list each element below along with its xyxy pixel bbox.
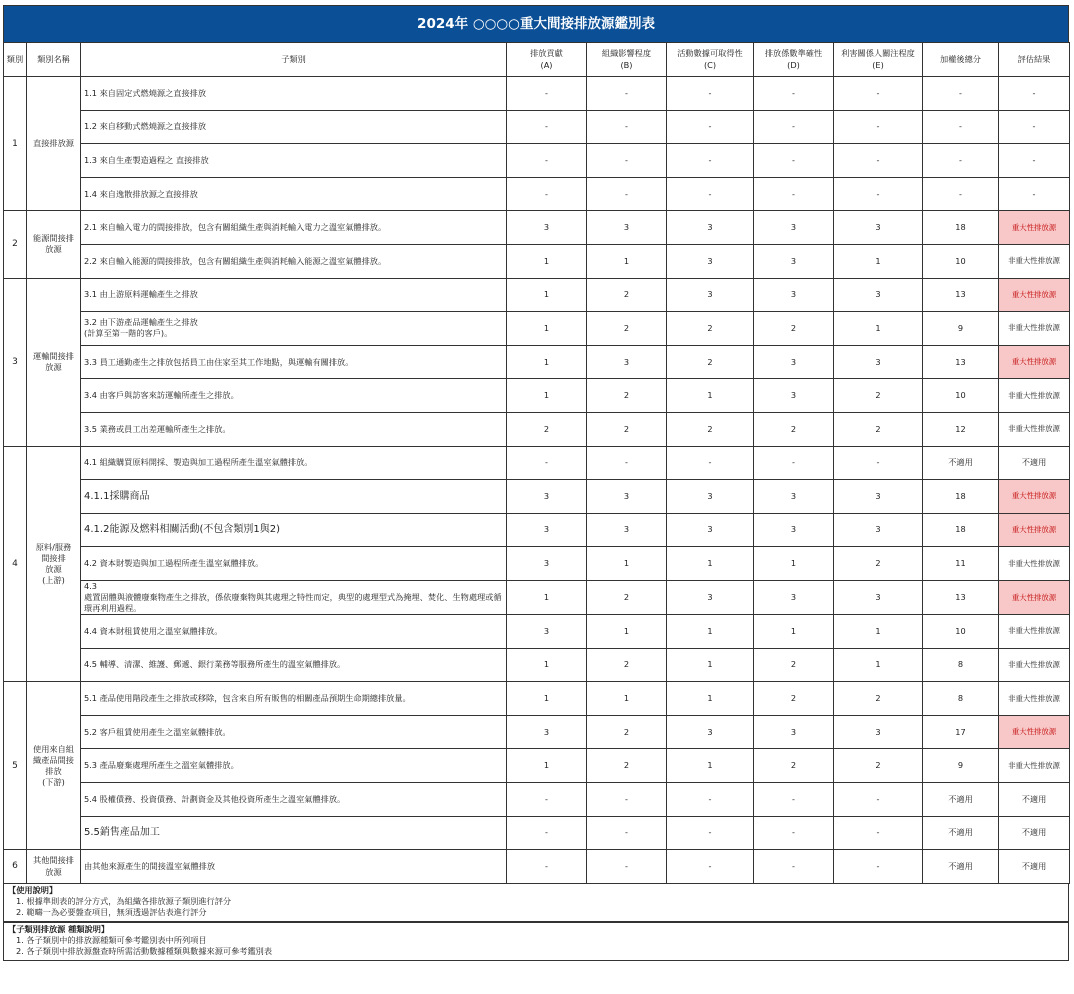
score-cell-b: 2 bbox=[587, 379, 667, 413]
score-cell-b: 1 bbox=[587, 682, 667, 716]
score-cell-d: - bbox=[754, 783, 834, 817]
score-cell-d: - bbox=[754, 177, 834, 211]
score-cell-score: 18 bbox=[923, 513, 999, 547]
score-cell-e: - bbox=[834, 783, 923, 817]
score-cell-c: 1 bbox=[667, 615, 754, 649]
subcategory-text: 4.1.1採購商品 bbox=[84, 490, 150, 502]
score-cell-score: 不適用 bbox=[923, 446, 999, 480]
score-cell-b: 3 bbox=[587, 345, 667, 379]
category-name-line: 使用來自組 bbox=[33, 743, 74, 754]
category-name-line: 原料/服務 bbox=[35, 541, 72, 552]
header-d bbox=[754, 43, 834, 77]
score-cell-b: 1 bbox=[587, 547, 667, 581]
score-cell-d: 3 bbox=[754, 211, 834, 245]
header-score: 加權後總分 bbox=[923, 43, 999, 77]
result-significant: 重大性排放源 bbox=[999, 715, 1070, 749]
score-cell-d: - bbox=[754, 77, 834, 111]
score-cell-d: 2 bbox=[754, 682, 834, 716]
score-cell-d: 2 bbox=[754, 749, 834, 783]
score-cell-c: - bbox=[667, 783, 754, 817]
subcategory-cell bbox=[81, 783, 507, 817]
score-cell-c: 2 bbox=[667, 312, 754, 346]
score-cell-a: 3 bbox=[507, 547, 587, 581]
category-name: 運輸間接排放源 bbox=[27, 278, 81, 446]
subcategory-text: 1.4 來自逸散排放源之直接排放 bbox=[84, 188, 198, 199]
score-cell-c: 3 bbox=[667, 580, 754, 614]
score-cell-a: 3 bbox=[507, 715, 587, 749]
result-cell: - bbox=[999, 110, 1070, 144]
score-cell-e: 3 bbox=[834, 480, 923, 514]
score-cell-b: 3 bbox=[587, 211, 667, 245]
score-cell-b: 2 bbox=[587, 312, 667, 346]
subcategory-text: 5.5銷售產品加工 bbox=[84, 827, 160, 839]
subcategory-text: 2.2 來自輸入能源的間接排放，包含有關組織生產與消耗輸入能源之溫室氣體排放。 bbox=[84, 255, 387, 266]
subcategory-cell bbox=[81, 144, 507, 178]
score-cell-a: 2 bbox=[507, 412, 587, 446]
subcategory-text: 4.1 組織購買原料開採、製造與加工過程所產生溫室氣體排放。 bbox=[84, 457, 313, 468]
subcategory-text: 1.1 來自固定式燃燒源之直接排放 bbox=[84, 87, 207, 98]
result-cell: 非重大性排放源 bbox=[999, 682, 1070, 716]
table-row bbox=[4, 211, 1070, 245]
usage-notes-heading: 【使用說明】 bbox=[8, 884, 58, 895]
score-cell-d: 3 bbox=[754, 244, 834, 278]
score-cell-score: 10 bbox=[923, 244, 999, 278]
score-cell-a: - bbox=[507, 783, 587, 817]
score-cell-a: 3 bbox=[507, 513, 587, 547]
score-cell-a: - bbox=[507, 77, 587, 111]
score-cell-d: 2 bbox=[754, 412, 834, 446]
usage-notes bbox=[3, 884, 1069, 922]
score-cell-score: 13 bbox=[923, 580, 999, 614]
result-cell: 不適用 bbox=[999, 446, 1070, 480]
score-cell-d: 1 bbox=[754, 547, 834, 581]
result-significant: 重大性排放源 bbox=[999, 480, 1070, 514]
score-cell-score: 13 bbox=[923, 278, 999, 312]
header-d-code: (D) bbox=[787, 59, 800, 70]
category-number: 6 bbox=[4, 850, 27, 884]
usage-note-item: 1. 根據準則表的評分方式，為組織各排放源子類別進行評分 bbox=[16, 895, 232, 906]
score-cell-c: 3 bbox=[667, 244, 754, 278]
result-significant: 重大性排放源 bbox=[999, 513, 1070, 547]
result-significant: 重大性排放源 bbox=[999, 580, 1070, 614]
table-row bbox=[4, 682, 1070, 716]
score-cell-e: 3 bbox=[834, 211, 923, 245]
subcategory-text: 4.2 資本財製造與加工過程所產生溫室氣體排放。 bbox=[84, 558, 264, 569]
score-cell-c: 1 bbox=[667, 749, 754, 783]
subcategory-text: 3.1 由上游原料運輸產生之排放 bbox=[84, 289, 198, 300]
score-cell-e: 3 bbox=[834, 345, 923, 379]
header-e-code: (E) bbox=[872, 59, 884, 70]
score-cell-b: - bbox=[587, 816, 667, 850]
table-row bbox=[4, 648, 1070, 682]
score-cell-a: 1 bbox=[507, 312, 587, 346]
table-row bbox=[4, 749, 1070, 783]
score-cell-b: 3 bbox=[587, 480, 667, 514]
table-row bbox=[4, 77, 1070, 111]
score-cell-b: - bbox=[587, 850, 667, 884]
subcategory-text-continued: 處置固體與液體廢棄物產生之排放，係依廢棄物與其處理之特性而定，典型的處理型式為掩埋、焚化、生物處理或循環再利用過程。 bbox=[84, 591, 502, 614]
table-row bbox=[4, 312, 1070, 346]
score-cell-a: - bbox=[507, 816, 587, 850]
result-cell: 非重大性排放源 bbox=[999, 648, 1070, 682]
score-cell-a: 3 bbox=[507, 211, 587, 245]
score-cell-a: 1 bbox=[507, 648, 587, 682]
score-cell-e: - bbox=[834, 850, 923, 884]
subcategory-cell bbox=[81, 177, 507, 211]
score-cell-d: - bbox=[754, 816, 834, 850]
table-row bbox=[4, 345, 1070, 379]
score-cell-a: - bbox=[507, 144, 587, 178]
score-cell-score: 10 bbox=[923, 379, 999, 413]
score-cell-e: 1 bbox=[834, 615, 923, 649]
header-e-label: 利害關係人關注程度 bbox=[841, 48, 915, 59]
category-name-line: (下游) bbox=[42, 776, 65, 787]
table-row bbox=[4, 615, 1070, 649]
table-row bbox=[4, 480, 1070, 514]
score-cell-c: 3 bbox=[667, 211, 754, 245]
score-cell-c: 3 bbox=[667, 278, 754, 312]
subcategory-text: 4.4 資本財租賃使用之溫室氣體排放。 bbox=[84, 625, 223, 636]
score-cell-d: 3 bbox=[754, 278, 834, 312]
table-row bbox=[4, 816, 1070, 850]
category-name-line: 放源 bbox=[45, 563, 62, 574]
subcategory-cell bbox=[81, 312, 507, 346]
score-cell-score: 18 bbox=[923, 211, 999, 245]
score-cell-e: - bbox=[834, 177, 923, 211]
score-cell-a: 1 bbox=[507, 244, 587, 278]
score-cell-c: 2 bbox=[667, 412, 754, 446]
subcategory-cell bbox=[81, 850, 507, 884]
score-cell-d: 2 bbox=[754, 312, 834, 346]
score-cell-d: - bbox=[754, 446, 834, 480]
category-number: 2 bbox=[4, 211, 27, 278]
header-b-code: (B) bbox=[620, 59, 633, 70]
score-cell-c: - bbox=[667, 177, 754, 211]
score-cell-a: 1 bbox=[507, 682, 587, 716]
score-cell-score: 不適用 bbox=[923, 783, 999, 817]
table-row bbox=[4, 715, 1070, 749]
table-row bbox=[4, 379, 1070, 413]
score-cell-b: - bbox=[587, 783, 667, 817]
score-cell-e: 3 bbox=[834, 513, 923, 547]
table-row bbox=[4, 412, 1070, 446]
score-cell-c: 3 bbox=[667, 715, 754, 749]
score-cell-b: 1 bbox=[587, 615, 667, 649]
result-cell: 非重大性排放源 bbox=[999, 615, 1070, 649]
score-cell-b: 2 bbox=[587, 580, 667, 614]
score-cell-c: - bbox=[667, 110, 754, 144]
result-cell: 非重大性排放源 bbox=[999, 412, 1070, 446]
category-name bbox=[27, 446, 81, 682]
table-row bbox=[4, 110, 1070, 144]
subcategory-cell bbox=[81, 715, 507, 749]
subcategory-cell bbox=[81, 513, 507, 547]
score-cell-d: 3 bbox=[754, 480, 834, 514]
score-cell-e: - bbox=[834, 144, 923, 178]
score-cell-e: 1 bbox=[834, 244, 923, 278]
score-cell-score: 9 bbox=[923, 312, 999, 346]
result-significant: 重大性排放源 bbox=[999, 345, 1070, 379]
result-cell: 不適用 bbox=[999, 816, 1070, 850]
score-cell-d: 3 bbox=[754, 345, 834, 379]
score-cell-c: - bbox=[667, 816, 754, 850]
subcategory-cell bbox=[81, 446, 507, 480]
score-cell-c: 2 bbox=[667, 345, 754, 379]
result-cell: 非重大性排放源 bbox=[999, 547, 1070, 581]
table-body bbox=[4, 77, 1070, 884]
subcategory-cell bbox=[81, 816, 507, 850]
category-name: 其他間接排放源 bbox=[27, 850, 81, 884]
result-cell: 不適用 bbox=[999, 783, 1070, 817]
category-name: 能源間接排放源 bbox=[27, 211, 81, 278]
table-row bbox=[4, 177, 1070, 211]
subcategory-cell bbox=[81, 278, 507, 312]
result-cell: 非重大性排放源 bbox=[999, 749, 1070, 783]
score-cell-e: 3 bbox=[834, 715, 923, 749]
score-cell-e: 3 bbox=[834, 278, 923, 312]
category-name-line: 織產品間接 bbox=[33, 754, 74, 765]
identification-sheet bbox=[3, 5, 1069, 961]
table-row bbox=[4, 783, 1070, 817]
type-note-item: 1. 各子類別中的排放源種類可參考鑑別表中所列項目 bbox=[16, 935, 207, 946]
score-cell-e: 2 bbox=[834, 749, 923, 783]
header-a-code: (A) bbox=[540, 59, 553, 70]
header-result: 評估結果 bbox=[999, 43, 1070, 77]
table-row bbox=[4, 144, 1070, 178]
type-notes-heading: 【子類別排放源 種類說明】 bbox=[8, 924, 110, 935]
result-cell: 不適用 bbox=[999, 850, 1070, 884]
category-name: 直接排放源 bbox=[27, 77, 81, 211]
score-cell-d: 3 bbox=[754, 580, 834, 614]
score-cell-e: 3 bbox=[834, 580, 923, 614]
category-name-line: (上游) bbox=[42, 574, 65, 585]
score-cell-d: 1 bbox=[754, 615, 834, 649]
header-row bbox=[4, 43, 1070, 77]
score-cell-b: 1 bbox=[587, 244, 667, 278]
category-number: 1 bbox=[4, 77, 27, 211]
score-cell-b: 2 bbox=[587, 715, 667, 749]
score-cell-d: - bbox=[754, 110, 834, 144]
table-row bbox=[4, 446, 1070, 480]
subcategory-text: 4.3 bbox=[84, 580, 98, 591]
score-cell-score: 8 bbox=[923, 648, 999, 682]
score-cell-d: - bbox=[754, 850, 834, 884]
header-cat-name: 類別名稱 bbox=[27, 43, 81, 77]
score-cell-c: 1 bbox=[667, 682, 754, 716]
score-cell-c: - bbox=[667, 850, 754, 884]
subcategory-cell bbox=[81, 682, 507, 716]
header-b bbox=[587, 43, 667, 77]
header-cat-no: 類別 bbox=[4, 43, 27, 77]
score-cell-a: - bbox=[507, 446, 587, 480]
score-cell-score: 9 bbox=[923, 749, 999, 783]
subcategory-text: 5.3 產品廢棄處理所產生之溫室氣體排放。 bbox=[84, 760, 239, 771]
result-cell: 非重大性排放源 bbox=[999, 244, 1070, 278]
table-row bbox=[4, 850, 1070, 884]
type-notes bbox=[3, 922, 1069, 961]
subcategory-text-continued: (計算至第一階的客戶)。 bbox=[84, 328, 173, 339]
category-name-line: 間接排 bbox=[41, 552, 66, 563]
score-cell-score: - bbox=[923, 177, 999, 211]
subcategory-cell bbox=[81, 648, 507, 682]
score-cell-e: 1 bbox=[834, 312, 923, 346]
subcategory-text: 5.1 產品使用階段產生之排放或移除，包含來自所有販售的相關產品預期生命期總排放量。 bbox=[84, 693, 411, 704]
subcategory-text: 5.4 股權債務、投資債務、計劃資金及其他投資所產生之溫室氣體排放。 bbox=[84, 793, 346, 804]
category-number: 3 bbox=[4, 278, 27, 446]
score-cell-e: 2 bbox=[834, 412, 923, 446]
score-cell-score: 13 bbox=[923, 345, 999, 379]
score-cell-score: - bbox=[923, 110, 999, 144]
score-cell-b: - bbox=[587, 110, 667, 144]
result-cell: - bbox=[999, 144, 1070, 178]
score-cell-e: 1 bbox=[834, 648, 923, 682]
score-cell-b: - bbox=[587, 144, 667, 178]
usage-note-item: 2. 範疇一為必要盤查項目，無須透過評估表進行評分 bbox=[16, 906, 207, 917]
table-row bbox=[4, 547, 1070, 581]
table-row bbox=[4, 244, 1070, 278]
score-cell-c: 1 bbox=[667, 379, 754, 413]
subcategory-text: 3.2 由下游產品運輸產生之排放 bbox=[84, 317, 198, 328]
score-cell-b: 2 bbox=[587, 749, 667, 783]
score-cell-e: 2 bbox=[834, 379, 923, 413]
score-cell-a: 1 bbox=[507, 580, 587, 614]
subcategory-cell bbox=[81, 244, 507, 278]
score-cell-d: - bbox=[754, 144, 834, 178]
header-c-label: 活動數據可取得性 bbox=[677, 48, 743, 59]
score-cell-a: 1 bbox=[507, 379, 587, 413]
score-cell-score: - bbox=[923, 144, 999, 178]
header-d-label: 排放係數準確性 bbox=[764, 48, 823, 59]
subcategory-cell bbox=[81, 580, 507, 614]
score-cell-e: 2 bbox=[834, 682, 923, 716]
header-a bbox=[507, 43, 587, 77]
score-cell-score: 12 bbox=[923, 412, 999, 446]
score-cell-d: 3 bbox=[754, 715, 834, 749]
result-cell: - bbox=[999, 77, 1070, 111]
score-cell-score: 不適用 bbox=[923, 816, 999, 850]
result-cell: 非重大性排放源 bbox=[999, 379, 1070, 413]
score-cell-b: 2 bbox=[587, 412, 667, 446]
score-cell-b: - bbox=[587, 77, 667, 111]
score-cell-score: 10 bbox=[923, 615, 999, 649]
score-cell-a: 3 bbox=[507, 615, 587, 649]
header-a-label: 排放貢獻 bbox=[530, 48, 563, 59]
score-cell-b: - bbox=[587, 446, 667, 480]
header-c-code: (C) bbox=[703, 59, 717, 70]
subcategory-cell bbox=[81, 77, 507, 111]
score-cell-a: 1 bbox=[507, 278, 587, 312]
subcategory-text: 1.2 來自移動式燃燒源之直接排放 bbox=[84, 121, 207, 132]
score-cell-d: 3 bbox=[754, 513, 834, 547]
subcategory-cell bbox=[81, 379, 507, 413]
header-b-label: 組織影響程度 bbox=[601, 48, 652, 59]
score-cell-d: 3 bbox=[754, 379, 834, 413]
score-cell-a: - bbox=[507, 850, 587, 884]
subcategory-text: 1.3 來自生產製造過程之 直接排放 bbox=[84, 154, 209, 165]
subcategory-cell bbox=[81, 615, 507, 649]
score-cell-score: 11 bbox=[923, 547, 999, 581]
score-cell-e: - bbox=[834, 446, 923, 480]
category-number: 5 bbox=[4, 682, 27, 850]
score-cell-score: 不適用 bbox=[923, 850, 999, 884]
header-c bbox=[667, 43, 754, 77]
header-subcat: 子類別 bbox=[81, 43, 507, 77]
score-cell-c: 1 bbox=[667, 648, 754, 682]
score-cell-c: 1 bbox=[667, 547, 754, 581]
score-cell-e: - bbox=[834, 110, 923, 144]
subcategory-cell bbox=[81, 547, 507, 581]
score-cell-c: - bbox=[667, 446, 754, 480]
score-cell-a: 3 bbox=[507, 480, 587, 514]
subcategory-text: 3.3 員工通勤產生之排放包括員工由住家至其工作地點，與運輸有關排放。 bbox=[84, 356, 354, 367]
result-significant: 重大性排放源 bbox=[999, 278, 1070, 312]
score-cell-b: 3 bbox=[587, 513, 667, 547]
subcategory-text: 3.5 業務或員工出差運輸所產生之排放。 bbox=[84, 423, 231, 434]
score-cell-score: 8 bbox=[923, 682, 999, 716]
subcategory-text: 4.1.2能源及燃料相關活動(不包含類別1與2) bbox=[84, 524, 280, 536]
score-cell-b: 2 bbox=[587, 648, 667, 682]
subcategory-cell bbox=[81, 480, 507, 514]
table-row bbox=[4, 278, 1070, 312]
score-cell-e: 2 bbox=[834, 547, 923, 581]
score-cell-e: - bbox=[834, 816, 923, 850]
subcategory-cell bbox=[81, 412, 507, 446]
result-significant: 重大性排放源 bbox=[999, 211, 1070, 245]
score-cell-c: - bbox=[667, 77, 754, 111]
score-cell-score: - bbox=[923, 77, 999, 111]
score-cell-c: 3 bbox=[667, 513, 754, 547]
subcategory-text: 4.5 輔導、清潔、維護、郵遞、銀行業務等服務所產生的溫室氣體排放。 bbox=[84, 659, 346, 670]
result-cell: - bbox=[999, 177, 1070, 211]
identification-table bbox=[3, 42, 1070, 884]
subcategory-text: 5.2 客戶租賃使用產生之溫室氣體排放。 bbox=[84, 726, 231, 737]
subcategory-cell bbox=[81, 211, 507, 245]
category-name bbox=[27, 682, 81, 850]
score-cell-a: - bbox=[507, 177, 587, 211]
score-cell-a: 1 bbox=[507, 345, 587, 379]
table-row bbox=[4, 580, 1070, 614]
category-number: 4 bbox=[4, 446, 27, 682]
score-cell-c: - bbox=[667, 144, 754, 178]
score-cell-a: 1 bbox=[507, 749, 587, 783]
category-name-line: 排放 bbox=[45, 765, 62, 776]
score-cell-d: 2 bbox=[754, 648, 834, 682]
table-row bbox=[4, 513, 1070, 547]
score-cell-c: 3 bbox=[667, 480, 754, 514]
score-cell-a: - bbox=[507, 110, 587, 144]
sheet-title: 2024年 ○○○○重大間接排放源鑑別表 bbox=[3, 5, 1069, 42]
header-e bbox=[834, 43, 923, 77]
result-cell: 非重大性排放源 bbox=[999, 312, 1070, 346]
subcategory-text: 3.4 由客戶與訪客來訪運輸所產生之排放。 bbox=[84, 390, 239, 401]
type-note-item: 2. 各子類別中排放源盤查時所需活動數據種類與數據來源可參考鑑別表 bbox=[16, 946, 273, 957]
score-cell-score: 17 bbox=[923, 715, 999, 749]
score-cell-b: - bbox=[587, 177, 667, 211]
score-cell-score: 18 bbox=[923, 480, 999, 514]
score-cell-b: 2 bbox=[587, 278, 667, 312]
score-cell-e: - bbox=[834, 77, 923, 111]
subcategory-text: 2.1 來自輸入電力的間接排放，包含有關組織生產與消耗輸入電力之溫室氣體排放。 bbox=[84, 222, 387, 233]
subcategory-text: 由其他來源產生的間接溫室氣體排放 bbox=[84, 861, 216, 872]
subcategory-cell bbox=[81, 749, 507, 783]
subcategory-cell bbox=[81, 110, 507, 144]
subcategory-cell bbox=[81, 345, 507, 379]
